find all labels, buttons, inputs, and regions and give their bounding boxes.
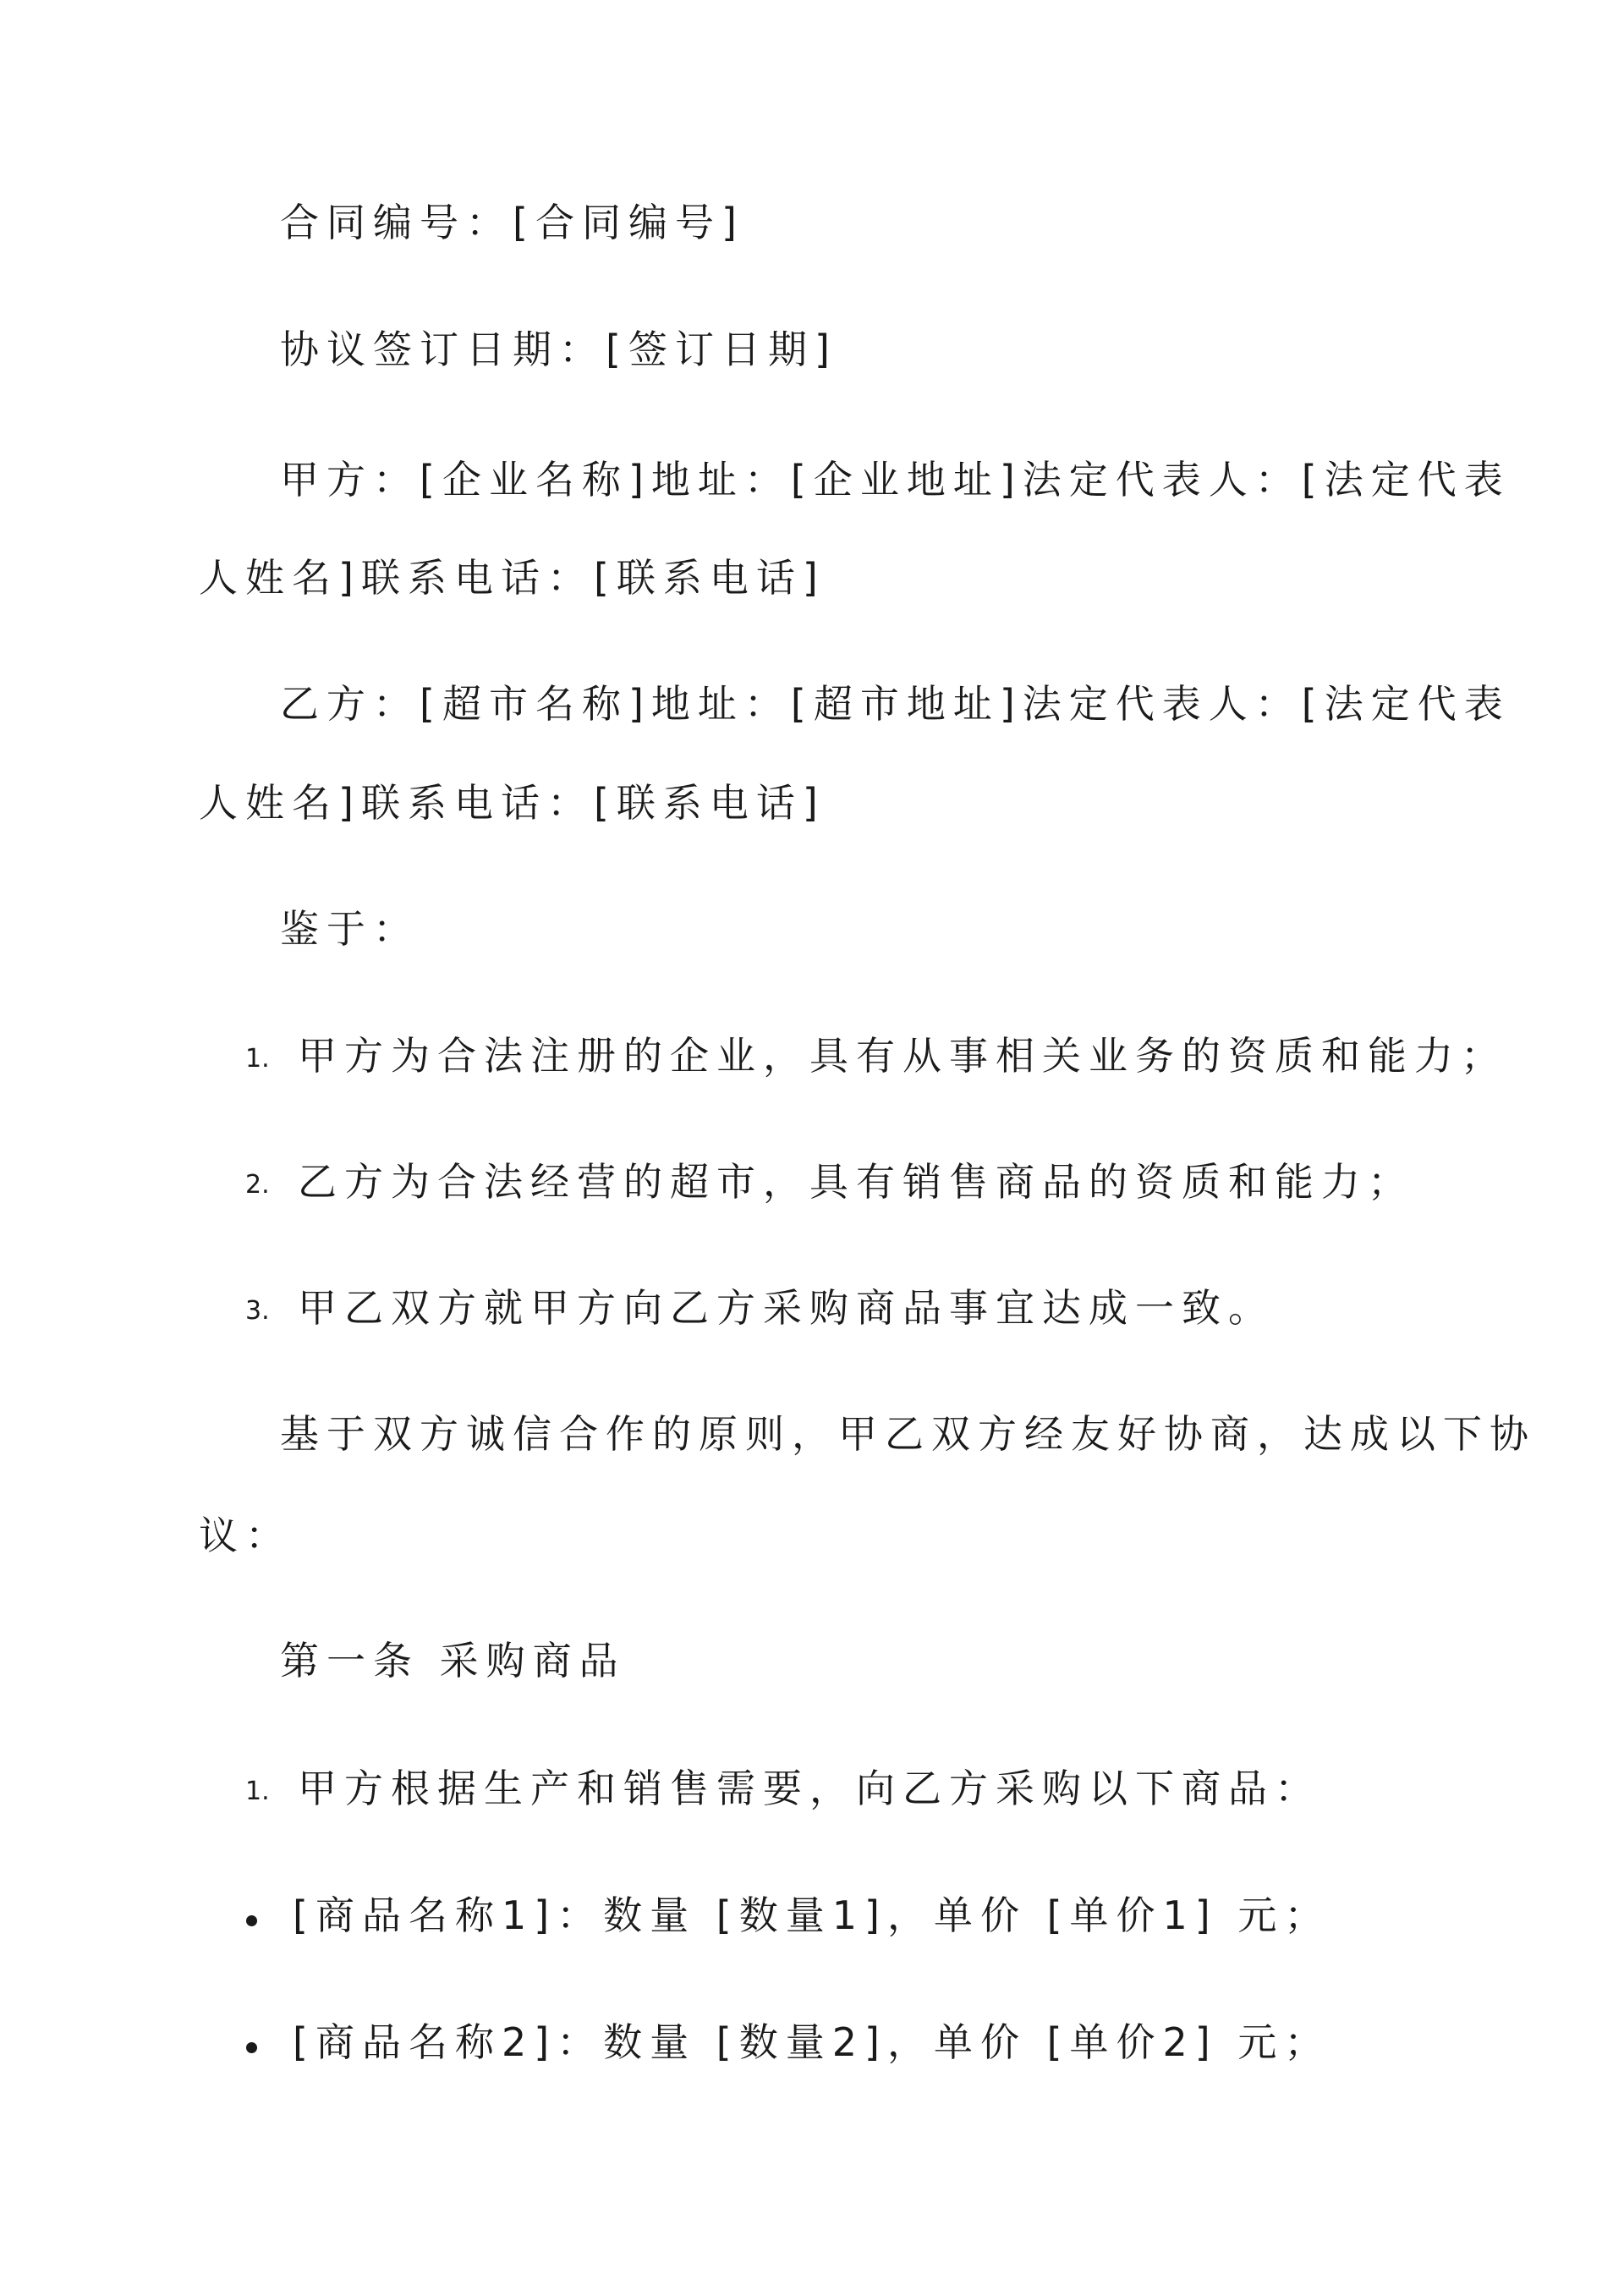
article-1-title: 第一条 采购商品 [280, 1638, 626, 1684]
party-a-line-1: 甲方：[企业名称]地址：[企业地址]法定代表人：[法定代表 [280, 457, 1511, 503]
whereas-heading: 鉴于： [280, 906, 420, 952]
recital-text: 甲方为合法注册的企业，具有从事相关业务的资质和能力； [298, 1033, 1507, 1079]
goods-item: [商品名称1]：数量 [数量1]，单价 [单价1] 元； [293, 1892, 1331, 1938]
party-b-line-2: 人姓名]联系电话：[联系电话] [199, 780, 826, 826]
party-b-line-1: 乙方：[超市名称]地址：[超市地址]法定代表人：[法定代表 [280, 681, 1511, 727]
article-item-number: 1. [245, 1777, 270, 1806]
recital-number: 3. [245, 1296, 270, 1326]
recital-number: 1. [245, 1044, 270, 1074]
goods-item: [商品名称2]：数量 [数量2]，单价 [单价2] 元； [293, 2019, 1331, 2065]
bullet-icon [246, 1915, 257, 1926]
recital-text: 乙方为合法经营的超市，具有销售商品的资质和能力； [298, 1159, 1414, 1205]
basis-line-2: 议： [199, 1513, 292, 1558]
party-a-line-2: 人姓名]联系电话：[联系电话] [199, 555, 826, 601]
bullet-icon [246, 2042, 257, 2053]
recital-number: 2. [245, 1170, 270, 1200]
basis-line-1: 基于双方诚信合作的原则，甲乙双方经友好协商，达成以下协 [280, 1411, 1536, 1457]
article-item-text: 甲方根据生产和销售需要，向乙方采购以下商品： [298, 1766, 1321, 1811]
contract-number: 合同编号：[合同编号] [280, 200, 744, 245]
recital-text: 甲乙双方就甲方向乙方采购商品事宜达成一致。 [298, 1285, 1275, 1331]
signing-date: 协议签订日期：[签订日期] [280, 327, 837, 372]
